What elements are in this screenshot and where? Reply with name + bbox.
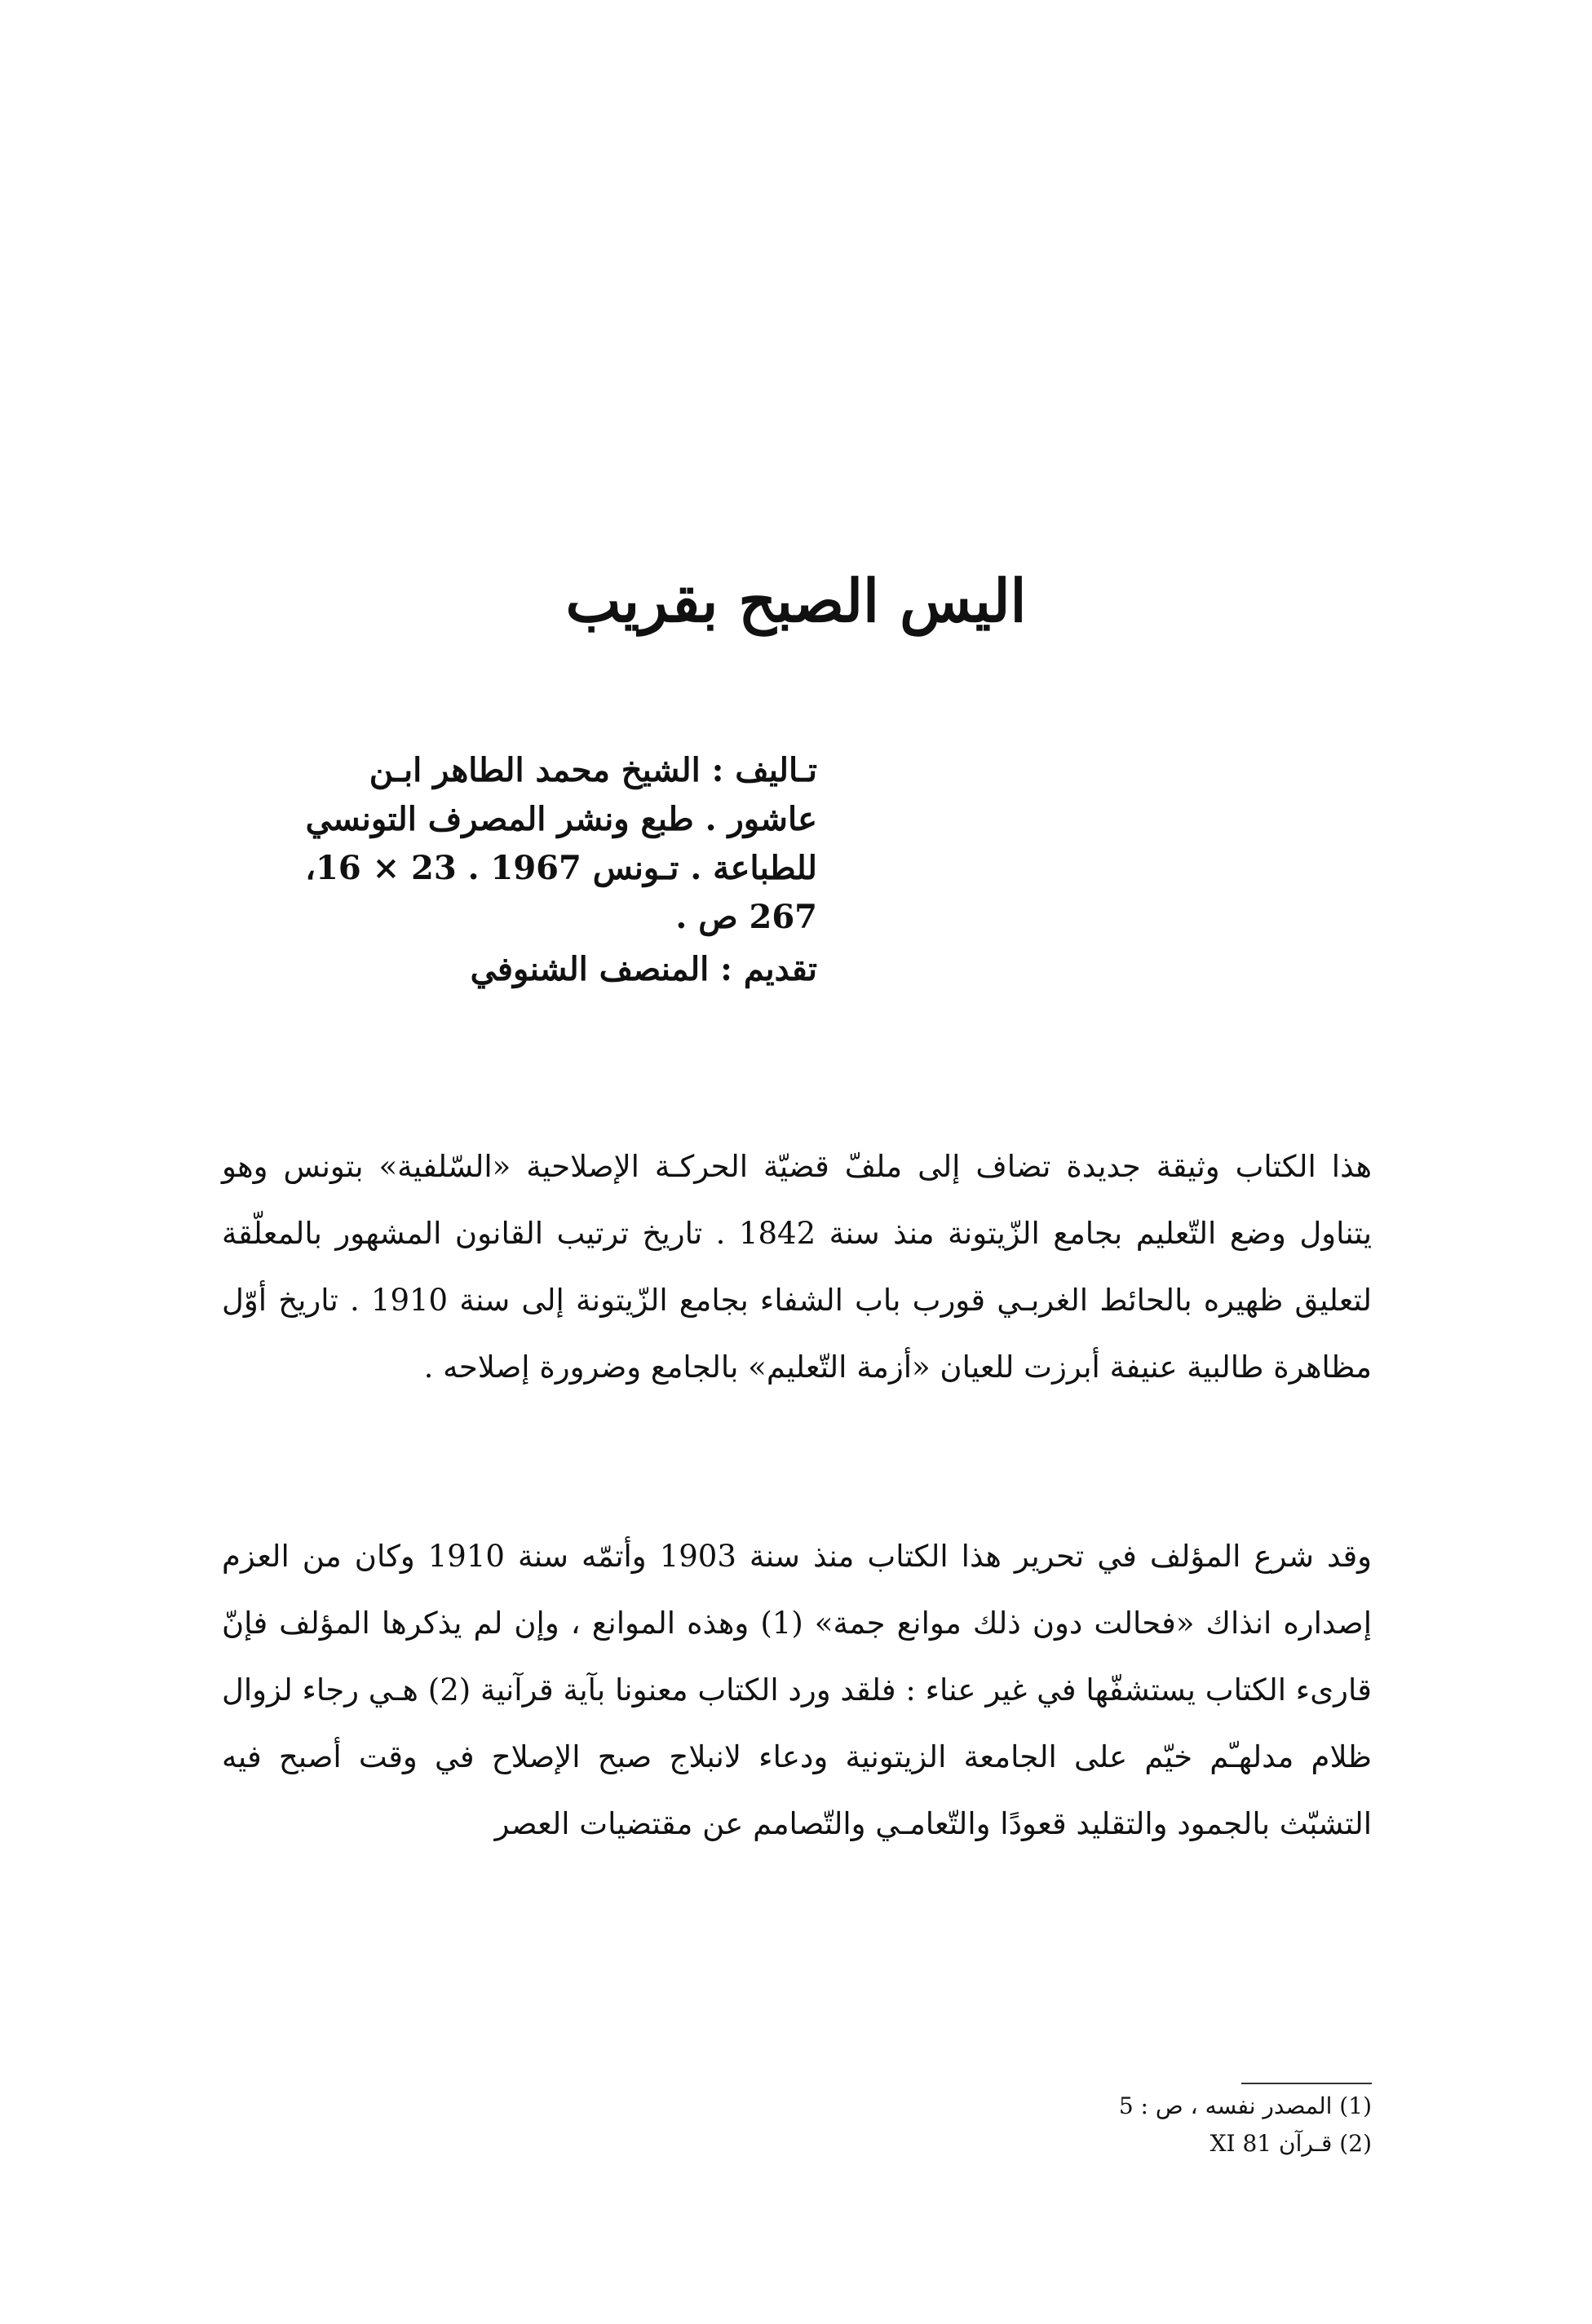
bibliography-block	[254, 746, 817, 994]
body-paragraph-2: وقد شرع المؤلف في تحرير هذا الكتاب منذ سنة 1903 وأتمّه سنة 1910 وكان من العزم إصداره انذاك «فحالت دون ذلك موانع جمة» (1) وهذه الموانع ، وإن لم يذكرها المؤلف فإنّ قارىء الكتاب يستشفّها في غير عناء : فلقد ورد الكتاب معنونا بآية قرآنية (2) هـي رجاء لزوال ظلام مدلهـّم خيّم على الجامعة الزيتونية ودعاء لانبلاج صبح الإصلاح في وقت أصبح فيه التشبّث بالجمود والتقليد قعودًا والتّعامـي والتّصامم عن مقتضيات العصر	[222, 1539, 1372, 1841]
footnote-1: (1) المصدر نفسه ، ص : 5	[1118, 2092, 1372, 2119]
bibliography-line-pages: 267 ص .	[675, 898, 817, 936]
footnote-2: (2) قـرآن XI 81	[1209, 2130, 1372, 2157]
bibliography-line-preface: تقديم : المنصف الشنوفي	[470, 950, 817, 988]
footnotes	[801, 2088, 1372, 2163]
bibliography-line-author: تـاليف : الشيخ محمد الطاهر ابـن	[369, 751, 817, 789]
bibliography-line-place-date: للطباعة . تـونس 1967 . 23 × 16،	[305, 849, 817, 887]
footnote-divider	[1241, 2083, 1372, 2084]
book-title: اليس الصبح بقريب	[565, 566, 1027, 635]
body-paragraph-1: هذا الكتاب وثيقة جديدة تضاف إلى ملفّ قضيّة الحركـة الإصلاحية «السّلفية» بتونس وهو يتناول وضع التّعليم بجامع الزّيتونة منذ سنة 1842 . تاريخ ترتيب القانون المشهور بالمعلّقة لتعليق ظهيره بالحائط الغربـي قورب باب الشفاء بجامع الزّيتونة إلى سنة 1910 . تاريخ أوّل مظاهرة طالبية عنيفة أبرزت للعيان «أزمة التّعليم» بالجامع وضرورة إصلاحه .	[222, 1149, 1372, 1385]
bibliography-line-publisher: عاشور . طبع ونشر المصرف التونسي	[305, 800, 817, 838]
